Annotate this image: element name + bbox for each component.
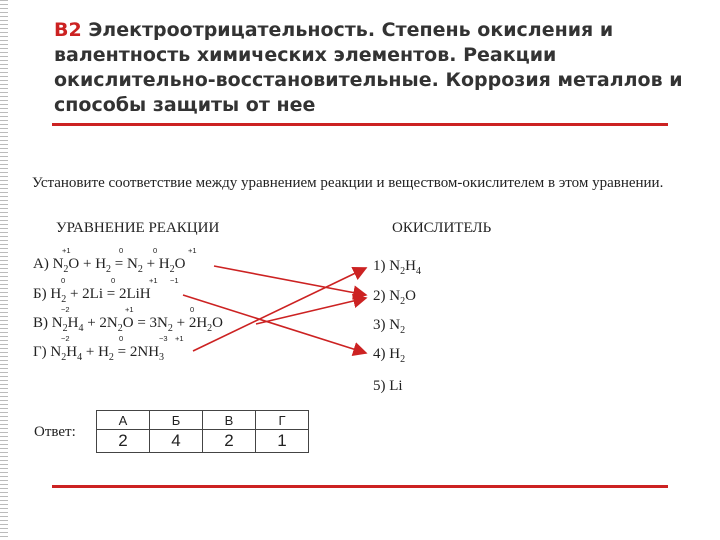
formula-subscript: 2: [167, 323, 173, 334]
formula-subscript: 3: [159, 352, 165, 363]
item-marker: В): [33, 315, 52, 331]
oxidation-state-label: 0: [111, 276, 116, 285]
formula-text: H: [389, 346, 401, 362]
formula-subscript: 2: [61, 352, 67, 363]
formula-text: O: [405, 288, 416, 304]
equations-header: УРАВНЕНИЕ РЕАКЦИИ: [56, 220, 220, 236]
oxidation-state-label: −2: [61, 334, 70, 343]
formula-subscript: 2: [108, 352, 114, 363]
formula-text: + 2Li = 2LiH: [66, 286, 151, 302]
formula-text: O = 3N: [122, 315, 168, 331]
oxidation-state-label: 0: [61, 276, 66, 285]
formula-text: H: [66, 344, 78, 360]
oxidation-state-label: +1: [149, 276, 158, 285]
formula-subscript: 2: [400, 354, 406, 365]
answer-letter-a: А: [97, 411, 150, 430]
formula-text: O: [174, 256, 186, 272]
formula-subscript: 2: [106, 264, 112, 275]
oxidation-state-label: 0: [119, 334, 124, 343]
formula-text: Li: [389, 378, 403, 394]
formula-text: + 2H: [172, 315, 208, 331]
item-marker: Б): [33, 286, 51, 302]
formula-subscript: 4: [415, 266, 421, 277]
answer-letter-g: Г: [256, 411, 309, 430]
oxidation-state-label: 0: [190, 305, 195, 314]
formula-subscript: 2: [400, 296, 406, 307]
formula-subscript: 2: [63, 264, 69, 275]
formula-text: N: [52, 256, 64, 272]
formula-text: H: [405, 258, 416, 274]
oxidation-state-label: 0: [119, 246, 124, 255]
formula-text: N: [389, 258, 401, 274]
item-marker: 1): [373, 258, 390, 274]
oxidizer-header: ОКИСЛИТЕЛЬ: [392, 220, 492, 236]
formula-subscript: 2: [137, 264, 143, 275]
oxidation-state-label: 0: [153, 246, 158, 255]
answer-value-g: 1: [256, 430, 309, 453]
oxidation-state-label: −2: [61, 305, 70, 314]
formula-subscript: 2: [169, 264, 175, 275]
formula-subscript: 4: [78, 323, 84, 334]
oxidation-state-label: +1: [175, 334, 184, 343]
formula-text: O + H: [68, 256, 107, 272]
item-marker: 4): [373, 346, 390, 362]
answer-letter-v: В: [203, 411, 256, 430]
formula-subscript: 2: [400, 266, 406, 277]
answer-letter-b: Б: [150, 411, 203, 430]
answer-table: [96, 410, 309, 453]
task-instruction: Установите соответствие между уравнением реакции и веществом-окислителем в этом уравнении.: [32, 175, 664, 191]
arrow-a-to-2: [214, 266, 366, 295]
formula-subscript: 2: [62, 323, 68, 334]
formula-text: = N: [111, 256, 138, 272]
answer-value-b: 4: [150, 430, 203, 453]
answer-value-a: 2: [97, 430, 150, 453]
answer-label: Ответ:: [34, 424, 76, 440]
title-text: Электроотрицательность. Степень окисления и валентность химических элементов. Реакции окислительно-восстановительные. Коррозия металлов и способы защиты от нее: [54, 19, 683, 116]
title-code: B2: [54, 19, 82, 41]
item-marker: 2): [373, 288, 390, 304]
formula-text: N: [389, 317, 401, 333]
formula-text: + H: [142, 256, 170, 272]
oxidation-state-label: +1: [188, 246, 197, 255]
formula-text: + 2N: [83, 315, 118, 331]
oxidation-state-label: +1: [125, 305, 134, 314]
item-marker: А): [33, 256, 53, 272]
item-marker: 5): [373, 378, 390, 394]
formula-subscript: 4: [77, 352, 83, 363]
formula-text: N: [51, 315, 63, 331]
formula-text: + H: [82, 344, 109, 360]
formula-subscript: 2: [400, 325, 406, 336]
oxidation-state-label: −1: [170, 276, 179, 285]
arrow-g-to-1: [193, 268, 366, 351]
formula-text: = 2NH: [113, 344, 160, 360]
formula-subscript: 2: [207, 323, 213, 334]
formula-text: N: [389, 288, 401, 304]
formula-subscript: 2: [61, 294, 67, 305]
bottom-divider: [52, 485, 668, 488]
formula-subscript: 2: [117, 323, 123, 334]
arrow-v-to-2: [256, 298, 366, 324]
oxidation-state-label: −3: [159, 334, 168, 343]
formula-text: N: [50, 344, 62, 360]
item-marker: 3): [373, 317, 390, 333]
answer-value-v: 2: [203, 430, 256, 453]
item-marker: Г): [33, 344, 51, 360]
formula-text: H: [67, 315, 79, 331]
formula-text: O: [212, 315, 223, 331]
oxidation-state-label: +1: [62, 246, 71, 255]
formula-text: H: [50, 286, 62, 302]
